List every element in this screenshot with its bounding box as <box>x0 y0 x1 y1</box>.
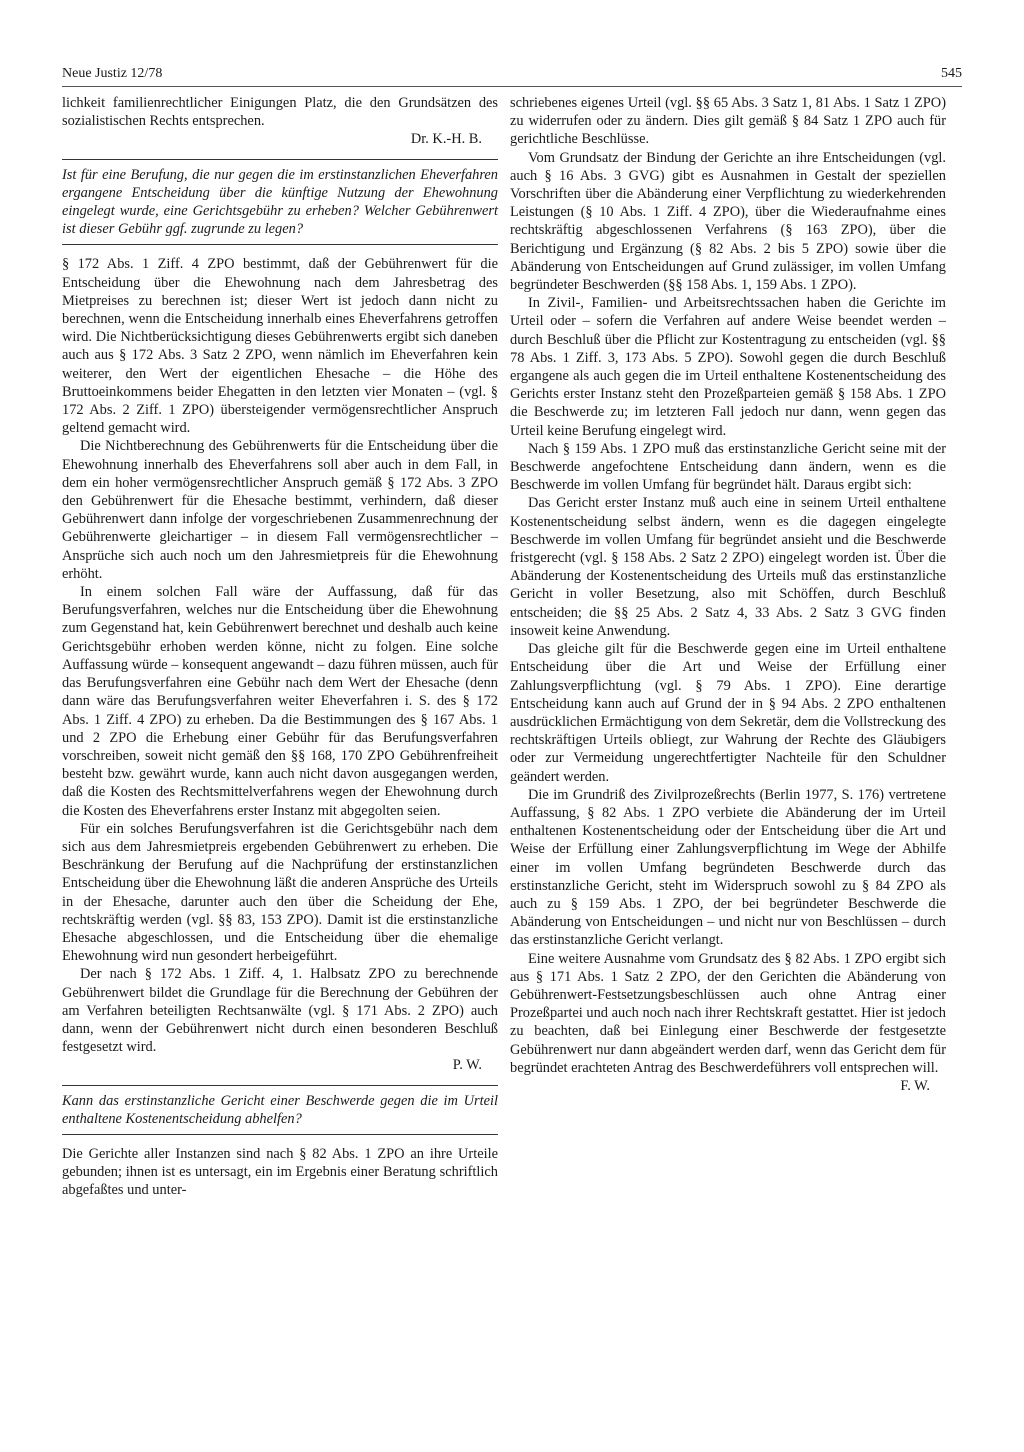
paragraph: lichkeit familienrechtlicher Einigungen Platz, die den Grundsätzen des sozialistischen Rechts entsprechen. <box>62 95 498 130</box>
author-signature: F. W. <box>900 1077 930 1094</box>
paragraph: schriebenes eigenes Urteil (vgl. §§ 65 Abs. 3 Satz 1, 81 Abs. 1 Satz 1 ZPO) zu widerrufen oder zu ändern. Dies gilt gemäß § 84 Satz 1 ZPO auch für gerichtliche Beschlüsse. <box>510 95 946 148</box>
paragraph: In einem solchen Fall wäre der Auffassung, daß für das Berufungsverfahren, welches nur die Entscheidung über die Ehewohnung zum Gegenstand hat, kein Gebührenwert berechnet und deshalb auch keine Gerichtsgebühr erhoben werden könne, nicht zu folgen. Eine solche Auffassung würde – konsequent angewandt – dazu führen müssen, auch für das Berufungsverfahren eine Gebühr nach dem Wert der Ehesache (denn dann wäre das Berufungsverfahren weiter Eheverfahren i. S. des § 172 Abs. 1 Ziff. 4 ZPO) zu erheben. Da die Bestimmungen des § 167 Abs. 1 und 2 ZPO die Erhebung einer Gebühr für das Berufungsverfahren vorschreiben, soweit nicht gemäß den §§ 168, 170 ZPO Gebührenfreiheit besteht bzw. gewährt wurde, kann auch nicht davon ausgegangen werden, daß die Kosten des Rechtsmittelverfahrens wegen der Ehewohnung durch die Kosten des Eheverfahrens erster Instanz mit abgegolten seien. <box>62 584 498 819</box>
page-number: 545 <box>941 66 962 81</box>
paragraph: Vom Grundsatz der Bindung der Gerichte an ihre Entscheidungen (vgl. auch § 16 Abs. 3 GVG) gibt es Ausnahmen in Gestalt der speziellen Vorschriften über die Abänderung einer Verpflichtung zu wiederkehrenden Leistungen (§ 10 Abs. 1 Ziff. 4 ZPO), über die Wiederaufnahme eines rechtskräftig abgeschlossenen Verfahrens (§ 163 ZPO), über die Berichtigung und Ergänzung (§ 82 Abs. 2 bis 5 ZPO) sowie über die Abänderung von Entscheidungen auf Grund zulässiger, im vollen Umfang begründeter Beschwerden (§§ 158 Abs. 1, 159 Abs. 1 ZPO). <box>510 149 946 294</box>
paragraph: In Zivil-, Familien- und Arbeitsrechtssachen haben die Gerichte im Urteil oder – sofern die Verfahren auf andere Weise beendet werden – durch Beschluß über die Pflicht zur Kostentragung zu entscheiden (vgl. §§ 78 Abs. 1 Ziff. 3, 173 Abs. 5 ZPO). Sowohl gegen die durch Beschluß ergangene als auch gegen die im Urteil enthaltene Kostenentscheidung des Gerichts erster Instanz steht den Prozeßparteien gemäß § 158 Abs. 1 ZPO die Beschwerde zu; im letzteren Fall jedoch nur dann, wenn gegen das Urteil keine Berufung eingelegt wird. <box>510 295 946 439</box>
paragraph: Der nach § 172 Abs. 1 Ziff. 4, 1. Halbsatz ZPO zu berechnende Gebührenwert bildet die Grundlage für die Berechnung der Gebühren der am Verfahren beteiligten Rechtsanwälte (vgl. § 171 Abs. 2 ZPO) auch dann, wenn der Gebührenwert nicht durch einen besonderen Beschluß festgesetzt wird. <box>62 966 498 1056</box>
paragraph: Das Gericht erster Instanz muß auch eine in seinem Urteil enthaltene Kostenentscheidung selbst ändern, wenn es die dagegen eingelegte Beschwerde im vollen Umfang für begründet ansieht und die Beschwerde fristgerecht (vgl. § 158 Abs. 2 Satz 2 ZPO) eingelegt worden ist. Über die Abänderung der Kostenentscheidung des Urteils muß das erstinstanzliche Gericht in voller Besetzung, also mit Schöffen, durch Beschluß entscheiden; die §§ 25 Abs. 2 Satz 4, 33 Abs. 2 Satz 3 GVG finden insoweit keine Anwendung. <box>510 495 946 639</box>
question-heading: Ist für eine Berufung, die nur gegen die im erstinstanzlichen Eheverfahren ergangene Entscheidung über die künftige Nutzung der Ehewohnung eingelegt wurde, eine Gerichtsgebühr zu erheben? Welcher Gebührenwert ist dieser Gebühr ggf. zugrunde zu legen? <box>62 159 498 246</box>
paragraph: Die im Grundriß des Zivilprozeßrechts (Berlin 1977, S. 176) vertretene Auffassung, § 82 Abs. 1 ZPO verbiete die Abänderung der im Urteil enthaltenen Kostenentscheidung oder der Entscheidung über die Art und Weise der Erfüllung einer Zahlungsverpflichtung im Wege der Abhilfe einer im vollen Umfang begründeten Beschwerde durch das erstinstanzliche Gericht, steht im Widerspruch sowohl zu § 84 ZPO als auch zu § 159 Abs. 1 ZPO, der bei begründeter Beschwerde die Abänderung von Entscheidungen – und nicht nur von Beschlüssen – durch das erstinstanzliche Gericht verlangt. <box>510 786 946 949</box>
paragraph: Nach § 159 Abs. 1 ZPO muß das erstinstanzliche Gericht seine mit der Beschwerde angefochtene Entscheidung dann ändern, wenn es die Beschwerde im vollen Umfang für begründet hält. Daraus ergibt sich: <box>510 440 946 494</box>
author-signature: P. W. <box>452 1057 482 1074</box>
paragraph: Das gleiche gilt für die Beschwerde gegen eine im Urteil enthaltene Entscheidung über die Art und Weise der Erfüllung einer Zahlungsverpflichtung (vgl. § 79 Abs. 1 ZPO). Eine derartige Entscheidung kann auch auf Grund der in § 94 Abs. 2 ZPO enthaltenen ausdrücklichen Ermächtigung von dem Sekretär, dem die Vollstreckung des rechtskräftigen Urteils obliegt, zur Wahrung der Rechte des Gläubigers oder zur Vermeidung ungerechtfertigter Nachteile für den Schuldner geändert werden. <box>510 641 946 785</box>
paragraph: § 172 Abs. 1 Ziff. 4 ZPO bestimmt, daß der Gebührenwert für die Entscheidung über die Ehewohnung nach dem Jahresbetrag des Mietpreises zu berechnen ist; dieser Wert ist jedoch dann nicht zu berechnen, wenn die Entscheidung innerhalb eines Eheverfahrens getroffen wird. Die Nichtberücksichtigung dieses Gebührenwerts ergibt sich daneben auch aus § 172 Abs. 3 Satz 2 ZPO, wenn nämlich im Eheverfahren kein weiterer, den Wert der eigentlichen Ehesache – die Höhe des Bruttoeinkommens beider Ehegatten in den letzten vier Monaten – (vgl. § 172 Abs. 2 Ziff. 1 ZPO) übersteigender vermögensrechtlicher Anspruch geltend gemacht wird. <box>62 256 498 437</box>
paragraph: Eine weitere Ausnahme vom Grundsatz des § 82 Abs. 1 ZPO ergibt sich aus § 171 Abs. 1 Satz 2 ZPO, der den Gerichten die Abänderung von Gebührenwert-Festsetzungsbeschlüssen auch ohne Antrag einer Prozeßpartei und auch noch nach ihrer Rechtskraft gestattet. Hier ist jedoch zu beachten, daß bei Einlegung einer Beschwerde der festgesetzte Gebührenwert nur dann abgeändert werden darf, wenn das Gericht dem für begründet erachteten Antrag des Beschwerdeführers voll entsprechen will. <box>510 950 946 1076</box>
question-heading: Kann das erstinstanzliche Gericht einer Beschwerde gegen die im Urteil enthaltene Kostenentscheidung abhelfen? <box>62 1085 498 1135</box>
page-header <box>62 66 962 87</box>
left-column <box>62 94 498 1200</box>
author-signature: Dr. K.-H. B. <box>410 131 482 148</box>
paragraph: Die Gerichte aller Instanzen sind nach § 82 Abs. 1 ZPO an ihre Urteile gebunden; ihnen ist es untersagt, ein im Ergebnis einer Beratung schriftlich abgefaßtes und unter- <box>62 1145 498 1199</box>
right-column <box>510 94 946 1095</box>
paragraph: Für ein solches Berufungsverfahren ist die Gerichtsgebühr nach dem sich aus dem Jahresmietpreis ergebenden Gebührenwert zu erheben. Die Beschränkung der Berufung auf die Nachprüfung der erstinstanzlichen Entscheidung über die Ehewohnung läßt die anderen Ansprüche des Urteils in der Ehesache, darunter auch den über die Scheidung der Ehe, rechtskräftig werden (vgl. §§ 83, 153 ZPO). Damit ist die erstinstanzliche Ehesache abgeschlossen, und die Entscheidung über die ehemalige Ehewohnung wird nun gesondert herbeigeführt. <box>62 820 498 965</box>
journal-title: Neue Justiz 12/78 <box>62 66 163 81</box>
paragraph: Die Nichtberechnung des Gebührenwerts für die Entscheidung über die Ehewohnung innerhalb des Eheverfahrens soll aber auch in dem Fall, in dem ein hoher vermögensrechtlicher Anspruch gemäß § 172 Abs. 3 ZPO den Gebührenwert für die Ehesache bestimmt, verhindern, daß dieser Gebührenwert dann infolge der vorgeschriebenen Zusammenrechnung der Gebührenwerte gleichartiger – in diesem Fall vermögensrechtlicher – Ansprüche sich auch noch um den Jahresmietpreis für die Ehewohnung erhöht. <box>62 438 498 582</box>
